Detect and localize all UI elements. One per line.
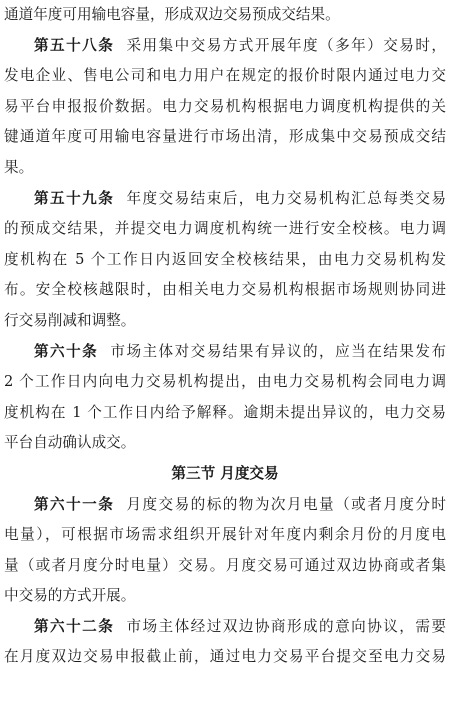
- article-58-line-1: [4, 31, 446, 62]
- paragraph-line: 通道年度可用输电容量，形成双边交易预成交结果。: [4, 6, 340, 23]
- article-number: 第六十一条: [34, 495, 115, 513]
- section-title: 第三节 月度交易: [171, 464, 279, 482]
- article-number: 第五十八条: [34, 36, 115, 54]
- paragraph-line: 果。: [4, 158, 34, 176]
- article-60-line-1: [4, 337, 446, 368]
- article-62-line-1: [4, 612, 446, 643]
- article-number: 第六十条: [34, 342, 99, 360]
- article-number: 第六十二条: [34, 617, 115, 635]
- paragraph-text: 市场主体对交易结果有异议的，应当在结果发布: [110, 342, 446, 360]
- paragraph-line: 度机构在 1 个工作日内给予解释。逾期未提出异议的，电力交易: [4, 403, 446, 421]
- paragraph-line: 发电企业、售电公司和电力用户在规定的报价时限内通过电力交: [4, 67, 446, 85]
- paragraph-line: 键通道年度可用输电容量进行市场出清，形成集中交易预成交结: [4, 128, 446, 146]
- paragraph-text: 市场主体经过双边协商形成的意向协议，需要: [126, 617, 446, 635]
- paragraph-line: 布。安全校核越限时，由相关电力交易机构根据市场规则协同进: [4, 281, 446, 299]
- article-59-line-1: [4, 184, 446, 215]
- article-number: 第五十九条: [34, 189, 115, 207]
- paragraph-text: 年度交易结束后，电力交易机构汇总每类交易: [126, 189, 446, 207]
- paragraph-line: 的预成交结果，并提交电力调度机构统一进行安全校核。电力调: [4, 220, 446, 238]
- paragraph-line: 2 个工作日内向电力交易机构提出，由电力交易机构会同电力调: [4, 373, 446, 391]
- paragraph-line: 量（或者月度分时电量）交易。月度交易可通过双边协商或者集: [4, 556, 446, 574]
- paragraph-line: 中交易的方式开展。: [4, 587, 136, 605]
- paragraph-line: 行交易削减和调整。: [4, 311, 136, 329]
- paragraph-line: 电量），可根据市场需求组织开展针对年度内剩余月份的月度电: [4, 526, 446, 544]
- paragraph-line: 平台自动确认成交。: [4, 434, 136, 452]
- paragraph-line: 在月度双边交易申报截止前，通过电力交易平台提交至电力交易: [4, 648, 446, 666]
- paragraph-line: 度机构在 5 个工作日内返回安全校核结果，由电力交易机构发: [4, 250, 446, 268]
- paragraph-line: 易平台申报报价数据。电力交易机构根据电力调度机构提供的关: [4, 97, 446, 115]
- article-61-line-1: [4, 490, 446, 521]
- paragraph-text: 采用集中交易方式开展年度（多年）交易时，: [126, 36, 446, 54]
- paragraph-text: 月度交易的标的物为次月电量（或者月度分时: [126, 495, 446, 513]
